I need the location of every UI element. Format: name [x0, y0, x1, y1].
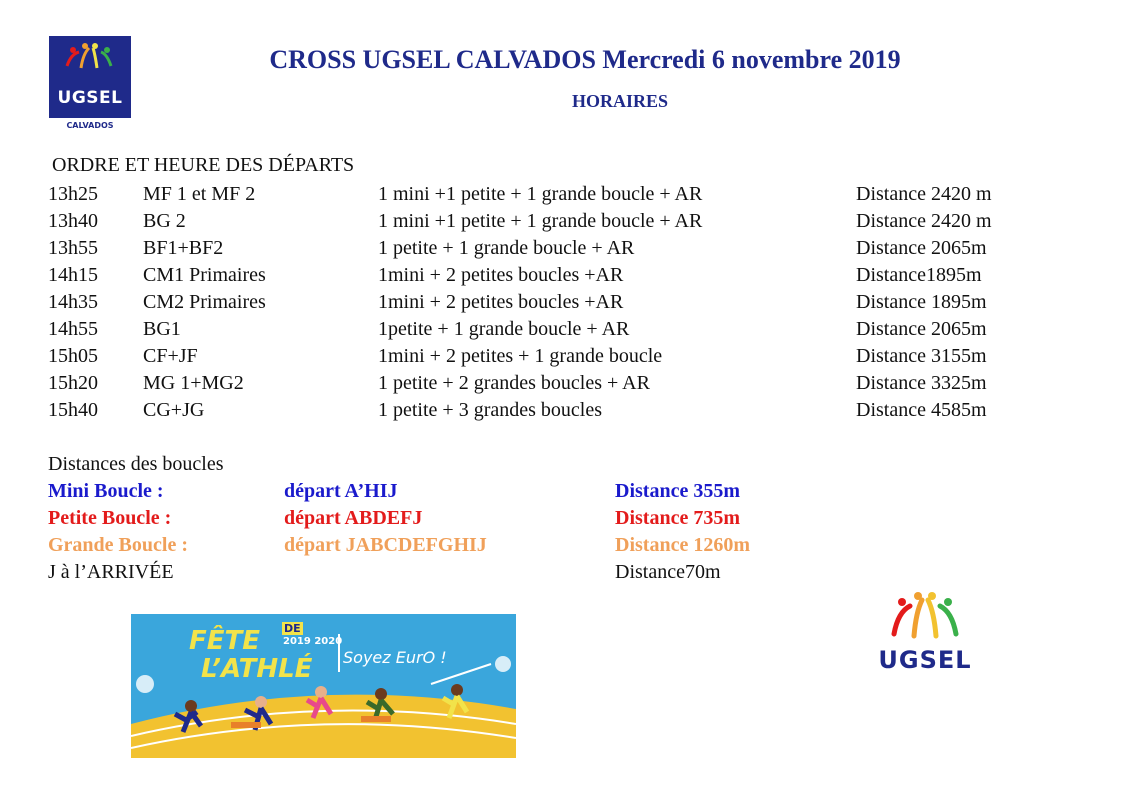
distance: Distance 3155m: [856, 345, 987, 367]
distance: Distance 1895m: [856, 291, 987, 313]
banner-slogan: Soyez EurO !: [343, 648, 447, 667]
distance: Distance 2420 m: [856, 210, 992, 232]
distance: Distance 4585m: [856, 399, 987, 421]
schedule-row: [0, 264, 1122, 290]
course-description: 1 mini +1 petite + 1 grande boucle + AR: [378, 210, 703, 232]
course-description: 1mini + 2 petites boucles +AR: [378, 291, 624, 313]
loop-distance: Distance 355m: [615, 480, 740, 502]
arrival-label: J à l’ARRIVÉE: [48, 561, 174, 583]
loop-start: départ ABDEFJ: [284, 507, 423, 529]
start-time: 13h40: [48, 210, 98, 232]
start-time: 14h35: [48, 291, 98, 313]
loop-start: départ JABCDEFGHIJ: [284, 534, 487, 556]
course-description: 1mini + 2 petites boucles +AR: [378, 264, 624, 286]
logo-word: UGSEL: [57, 88, 123, 108]
course-description: 1 petite + 2 grandes boucles + AR: [378, 372, 650, 394]
page-title: CROSS UGSEL CALVADOS Mercredi 6 novembre 2019: [269, 45, 901, 74]
loop-distance: Distance 1260m: [615, 534, 750, 556]
course-description: 1petite + 1 grande boucle + AR: [378, 318, 630, 340]
logo-word: UGSEL: [878, 646, 972, 674]
loop-name: Grande Boucle :: [48, 534, 188, 556]
arrival-distance: Distance70m: [615, 561, 721, 583]
schedule-row: [0, 345, 1122, 371]
loop-row-mini: [0, 480, 1122, 506]
category: CM1 Primaires: [143, 264, 266, 286]
distance: Distance1895m: [856, 264, 982, 286]
ugsel-logo-bottom: [870, 590, 980, 680]
course-description: 1mini + 2 petites + 1 grande boucle: [378, 345, 663, 367]
schedule-row: [0, 399, 1122, 425]
category: CG+JG: [143, 399, 205, 421]
loops-heading: Distances des boucles: [48, 453, 224, 475]
distance: Distance 2065m: [856, 318, 987, 340]
start-time: 13h55: [48, 237, 98, 259]
banner-title-line2: L’ATHLÉ: [201, 654, 313, 684]
loop-distance: Distance 735m: [615, 507, 740, 529]
schedule-row: [0, 291, 1122, 317]
course-description: 1 mini +1 petite + 1 grande boucle + AR: [378, 183, 703, 205]
category: BG 2: [143, 210, 186, 232]
loop-row-arrival: [0, 561, 1122, 587]
schedule-row: [0, 210, 1122, 236]
schedule-row: [0, 183, 1122, 209]
start-time: 15h05: [48, 345, 98, 367]
loop-name: Petite Boucle :: [48, 507, 172, 529]
people-figures-icon: [870, 590, 980, 650]
loop-start: départ A’HIJ: [284, 480, 398, 502]
category: CM2 Primaires: [143, 291, 266, 313]
start-time: 15h20: [48, 372, 98, 394]
start-time: 15h40: [48, 399, 98, 421]
category: BG1: [143, 318, 181, 340]
category: CF+JF: [143, 345, 198, 367]
distance: Distance 2065m: [856, 237, 987, 259]
schedule-row: [0, 372, 1122, 398]
banner-years: 2019 2020: [283, 636, 343, 647]
start-time: 14h55: [48, 318, 98, 340]
start-time: 14h15: [48, 264, 98, 286]
distance: Distance 3325m: [856, 372, 987, 394]
fete-athle-banner: [131, 614, 516, 758]
banner-title-line1: FÊTE: [189, 626, 261, 656]
loop-name: Mini Boucle :: [48, 480, 164, 502]
loop-row-grande: [0, 534, 1122, 560]
course-description: 1 petite + 1 grande boucle + AR: [378, 237, 635, 259]
banner-de-badge: DE: [284, 622, 301, 635]
loop-row-petite: [0, 507, 1122, 533]
schedule-heading: ORDRE ET HEURE DES DÉPARTS: [52, 154, 355, 176]
start-time: 13h25: [48, 183, 98, 205]
ugsel-logo: [49, 36, 131, 118]
page-subtitle: HORAIRES: [571, 91, 669, 111]
course-description: 1 petite + 3 grandes boucles: [378, 399, 602, 421]
category: MG 1+MG2: [143, 372, 244, 394]
logo-subtitle: CALVADOS: [66, 121, 114, 130]
category: MF 1 et MF 2: [143, 183, 256, 205]
distance: Distance 2420 m: [856, 183, 992, 205]
category: BF1+BF2: [143, 237, 224, 259]
schedule-row: [0, 237, 1122, 263]
schedule-row: [0, 318, 1122, 344]
